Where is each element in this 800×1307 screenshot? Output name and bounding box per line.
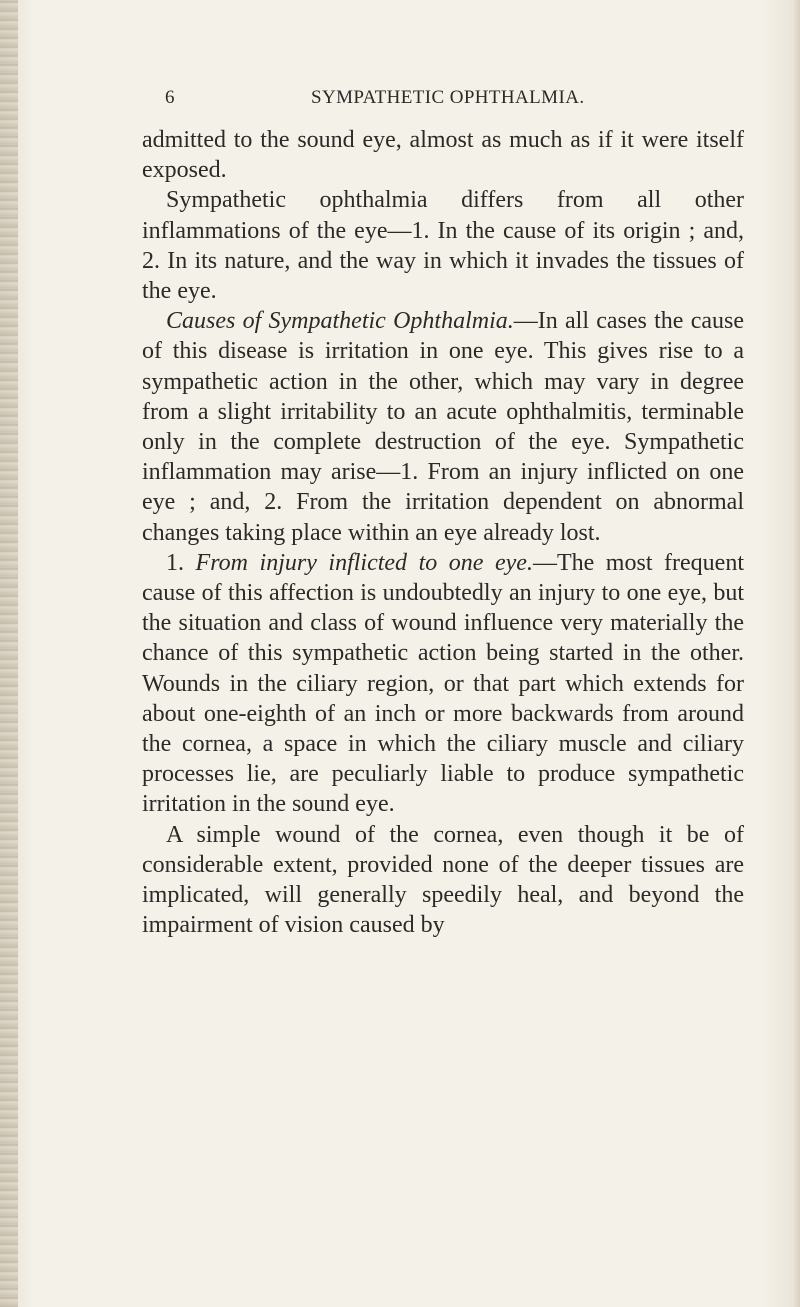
page-text-block	[142, 125, 744, 940]
page-binding-edge	[0, 0, 18, 1307]
paragraph-simple-wound	[142, 820, 744, 941]
paragraph-text: admitted to the sound eye, almost as much as if it were itself exposed.	[142, 127, 744, 184]
paragraph-text: Sympathetic ophthalmia differs from all other inflammations of the eye—1. In the cause of its origin ; and, 2. In its nature, and the way in which it invades the tissues of the eye.	[142, 187, 744, 305]
paragraph-injury	[142, 548, 744, 820]
paragraph-text: —The most frequent cause of this affection is undoubtedly an injury to one eye, but the situation and class of wound influence very materially the chance of this sympathetic action being started in the other. Wounds in the ciliary region, or that part which extends for about one-eighth of an inch or more backwards from around the cornea, a space in which the ciliary muscle and ciliary processes lie, are peculiarly liable to produce sympathetic irritation in the sound eye.	[142, 549, 744, 818]
paragraph-text: A simple wound of the cornea, even though it be of considerable extent, provided none of the deeper tissues are implicated, will generally speedily heal, and beyond the impairment of vision caused by	[142, 821, 744, 939]
paragraph-sympathetic-ophthalmia	[142, 185, 744, 306]
section-heading: From injury inflicted to one eye.	[195, 549, 533, 576]
running-title: SYMPATHETIC OPHTHALMIA.	[311, 87, 585, 108]
paragraph-continuation	[142, 125, 744, 185]
page-right-edge	[792, 0, 800, 1307]
paragraph-causes	[142, 306, 744, 548]
page-number: 6	[165, 87, 175, 108]
paragraph-text: —In all cases the cause of this disease is irritation in one eye. This gives rise to a sympathetic action in the other, which may vary in degree from a slight irritability to an acute ophthalmitis, terminable only in the complete destruction of the eye. Sympathetic inflammation may arise—1. From an injury inflicted on one eye ; and, 2. From the irritation dependent on abnormal changes taking place within an eye already lost.	[142, 308, 745, 546]
running-header	[165, 87, 605, 115]
section-number: 1.	[166, 549, 184, 576]
section-heading: Causes of Sympathetic Ophthalmia.	[166, 308, 514, 335]
